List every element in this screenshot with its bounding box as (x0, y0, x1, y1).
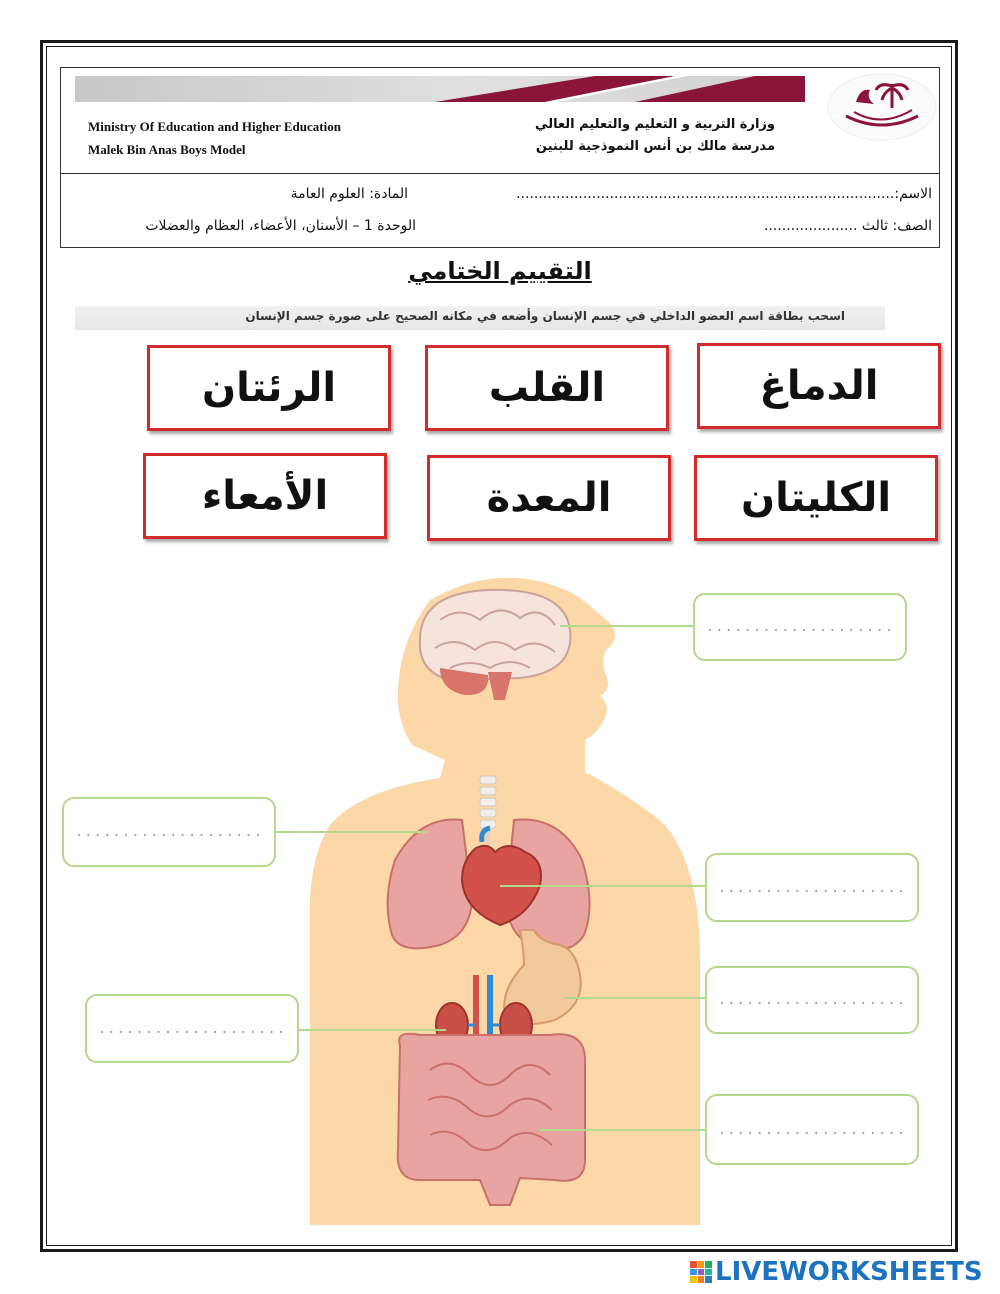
subject-field: المادة: العلوم العامة (290, 186, 408, 202)
intestines-organ (398, 1034, 585, 1205)
card-stomach[interactable]: المعدة (427, 455, 671, 541)
page-title: التقييم الختامي (408, 257, 592, 285)
brand-grid-icon (690, 1261, 712, 1283)
liveworksheets-brand (690, 1258, 983, 1286)
instruction-text: اسحب بطاقة اسم العضو الداخلي في جسم الإنسان وأضعه في مكانه الصحيح على صورة جسم الإنسان (245, 309, 845, 323)
drop-box-brain[interactable]: .................... (693, 593, 907, 661)
header-school-en: Malek Bin Anas Boys Model (88, 142, 246, 157)
header-ministry-ar: وزارة التربية و التعليم والتعليم العالي (535, 117, 775, 132)
header-school-ar: مدرسة مالك بن أنس النموذجية للبنين (535, 139, 775, 154)
spine (480, 776, 496, 828)
name-field: الاسم:..................................................................................... (516, 186, 932, 202)
header-ministry-en: Ministry Of Education and Higher Education (88, 119, 341, 134)
card-heart[interactable]: القلب (425, 345, 669, 431)
card-lungs[interactable]: الرئتان (147, 345, 391, 431)
card-kidneys[interactable]: الكليتان (694, 455, 938, 541)
drop-box-intestines[interactable]: .................... (705, 1094, 919, 1165)
card-intestines[interactable]: الأمعاء (143, 453, 387, 539)
drop-box-stomach[interactable]: .................... (705, 966, 919, 1034)
unit-field: الوحدة 1 – الأسنان، الأعضاء، العظام والعضلات (145, 218, 416, 234)
drop-box-kidneys[interactable]: .................... (85, 994, 299, 1063)
card-brain[interactable]: الدماغ (697, 343, 941, 429)
brand-text: LIVEWORKSHEETS (715, 1257, 983, 1287)
grade-field: الصف: ثالث ..................... (763, 218, 932, 234)
drop-box-lungs[interactable]: .................... (62, 797, 276, 867)
drop-box-heart[interactable]: .................... (705, 853, 919, 922)
